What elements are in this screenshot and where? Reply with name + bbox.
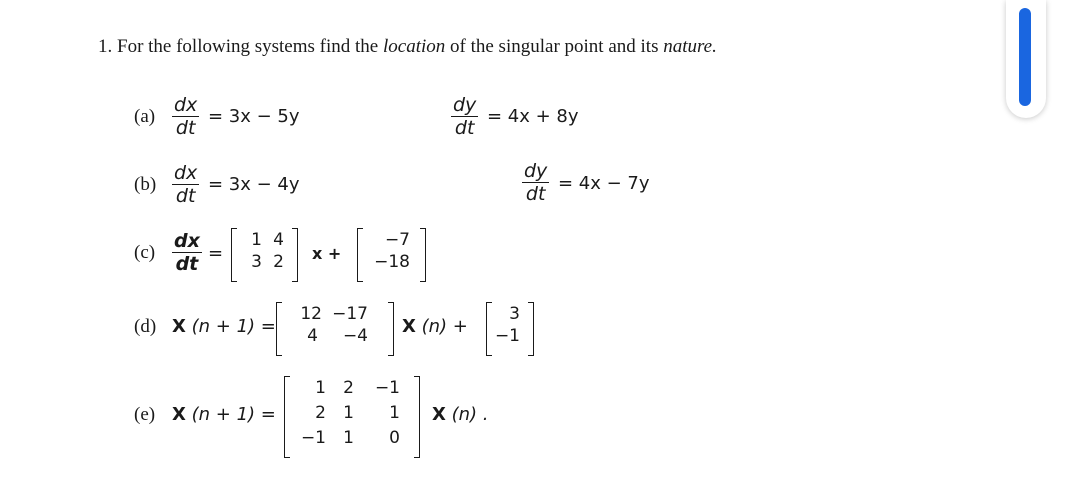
part-d-mid-x: X <box>402 316 416 337</box>
matrix-cell: −1 <box>374 378 400 398</box>
problem-number: 1. <box>98 36 113 57</box>
part-e-label: (e) <box>134 404 156 425</box>
part-d-mid-arg: (n) + <box>421 316 468 337</box>
part-e-lhs-x: X <box>172 404 186 425</box>
part-d-matrix-right-bracket <box>388 302 394 356</box>
matrix-cell: 1 <box>343 428 354 448</box>
part-e-lhs-arg: (n + 1) = <box>191 404 276 425</box>
matrix-cell: 12 <box>300 304 322 324</box>
part-d-vector <box>494 303 520 347</box>
part-a-dt2: dt <box>454 117 475 139</box>
part-e-matrix-left-bracket <box>284 376 290 458</box>
vector-cell: −1 <box>494 326 520 346</box>
part-a-dt: dt <box>175 117 196 139</box>
part-a-dx: dx <box>174 94 198 116</box>
part-c-vector <box>366 229 410 273</box>
matrix-cell: 4 <box>307 326 318 346</box>
part-b-dt2: dt <box>525 183 546 205</box>
part-d-vector-left-bracket <box>486 302 492 356</box>
matrix-cell: −17 <box>332 304 368 324</box>
part-a-dxdt <box>172 94 199 139</box>
part-c-mid: x + <box>312 244 342 263</box>
matrix-cell: 1 <box>389 403 400 423</box>
matrix-cell: 0 <box>389 428 400 448</box>
part-a-dy: dy <box>453 94 477 116</box>
part-c-dxdt <box>172 230 202 275</box>
matrix-cell: 2 <box>273 252 284 272</box>
part-c-dx: dx <box>174 230 200 252</box>
part-d-lhs-arg: (n + 1) = <box>191 316 276 337</box>
part-e-matrix-right-bracket <box>414 376 420 458</box>
part-c-vector-right-bracket <box>420 228 426 282</box>
part-c-equals: = <box>208 243 224 264</box>
part-e-mid-x: X <box>432 404 446 425</box>
part-b-dxdt <box>172 162 199 207</box>
matrix-cell: 1 <box>251 230 262 250</box>
part-b-dy: dy <box>524 160 548 182</box>
part-a-rhs1: = 3x − 5y <box>208 106 300 127</box>
part-b-dt: dt <box>175 185 196 207</box>
part-e-mid-arg: (n) . <box>451 404 489 425</box>
part-b-rhs1: = 3x − 4y <box>208 174 300 195</box>
part-c-dt: dt <box>175 253 199 275</box>
part-c-matrix <box>240 229 284 273</box>
matrix-cell: 1 <box>315 378 326 398</box>
vector-cell: −18 <box>374 252 410 272</box>
part-b-dx: dx <box>174 162 198 184</box>
part-a-label: (a) <box>134 106 156 127</box>
part-e-lhs <box>172 404 276 425</box>
part-a-dydt <box>451 94 478 139</box>
matrix-cell: 2 <box>315 403 326 423</box>
nature-word: nature. <box>663 36 717 57</box>
part-d-vector-right-bracket <box>528 302 534 356</box>
scrollbar-thumb[interactable] <box>1019 8 1031 106</box>
part-d-lhs-x: X <box>172 316 186 337</box>
part-c-matrix-right-bracket <box>292 228 298 282</box>
part-a-rhs2: = 4x + 8y <box>487 106 579 127</box>
vector-cell: −7 <box>384 230 410 250</box>
matrix-cell: 1 <box>343 403 354 423</box>
part-d-matrix <box>286 303 368 347</box>
part-b-rhs2: = 4x − 7y <box>558 173 650 194</box>
part-b-dydt <box>522 160 549 205</box>
part-e-mid <box>432 404 489 425</box>
part-c-vector-left-bracket <box>357 228 363 282</box>
part-d-lhs <box>172 316 276 337</box>
problem-statement <box>98 36 717 58</box>
matrix-cell: 2 <box>343 378 354 398</box>
part-d-label: (d) <box>134 316 157 337</box>
part-b-label: (b) <box>134 174 157 195</box>
matrix-cell: −4 <box>342 326 368 346</box>
matrix-cell: 3 <box>251 252 262 272</box>
matrix-cell: 4 <box>273 230 284 250</box>
part-d-matrix-left-bracket <box>276 302 282 356</box>
matrix-cell: −1 <box>300 428 326 448</box>
vector-cell: 3 <box>509 304 520 324</box>
part-d-mid <box>402 316 468 337</box>
part-c-matrix-left-bracket <box>231 228 237 282</box>
problem-text-1: For the following systems find the <box>117 36 379 57</box>
problem-text-2: of the singular point and its <box>450 36 659 57</box>
part-c-label: (c) <box>134 242 156 263</box>
part-e-matrix <box>298 377 400 449</box>
location-word: location <box>382 36 446 57</box>
